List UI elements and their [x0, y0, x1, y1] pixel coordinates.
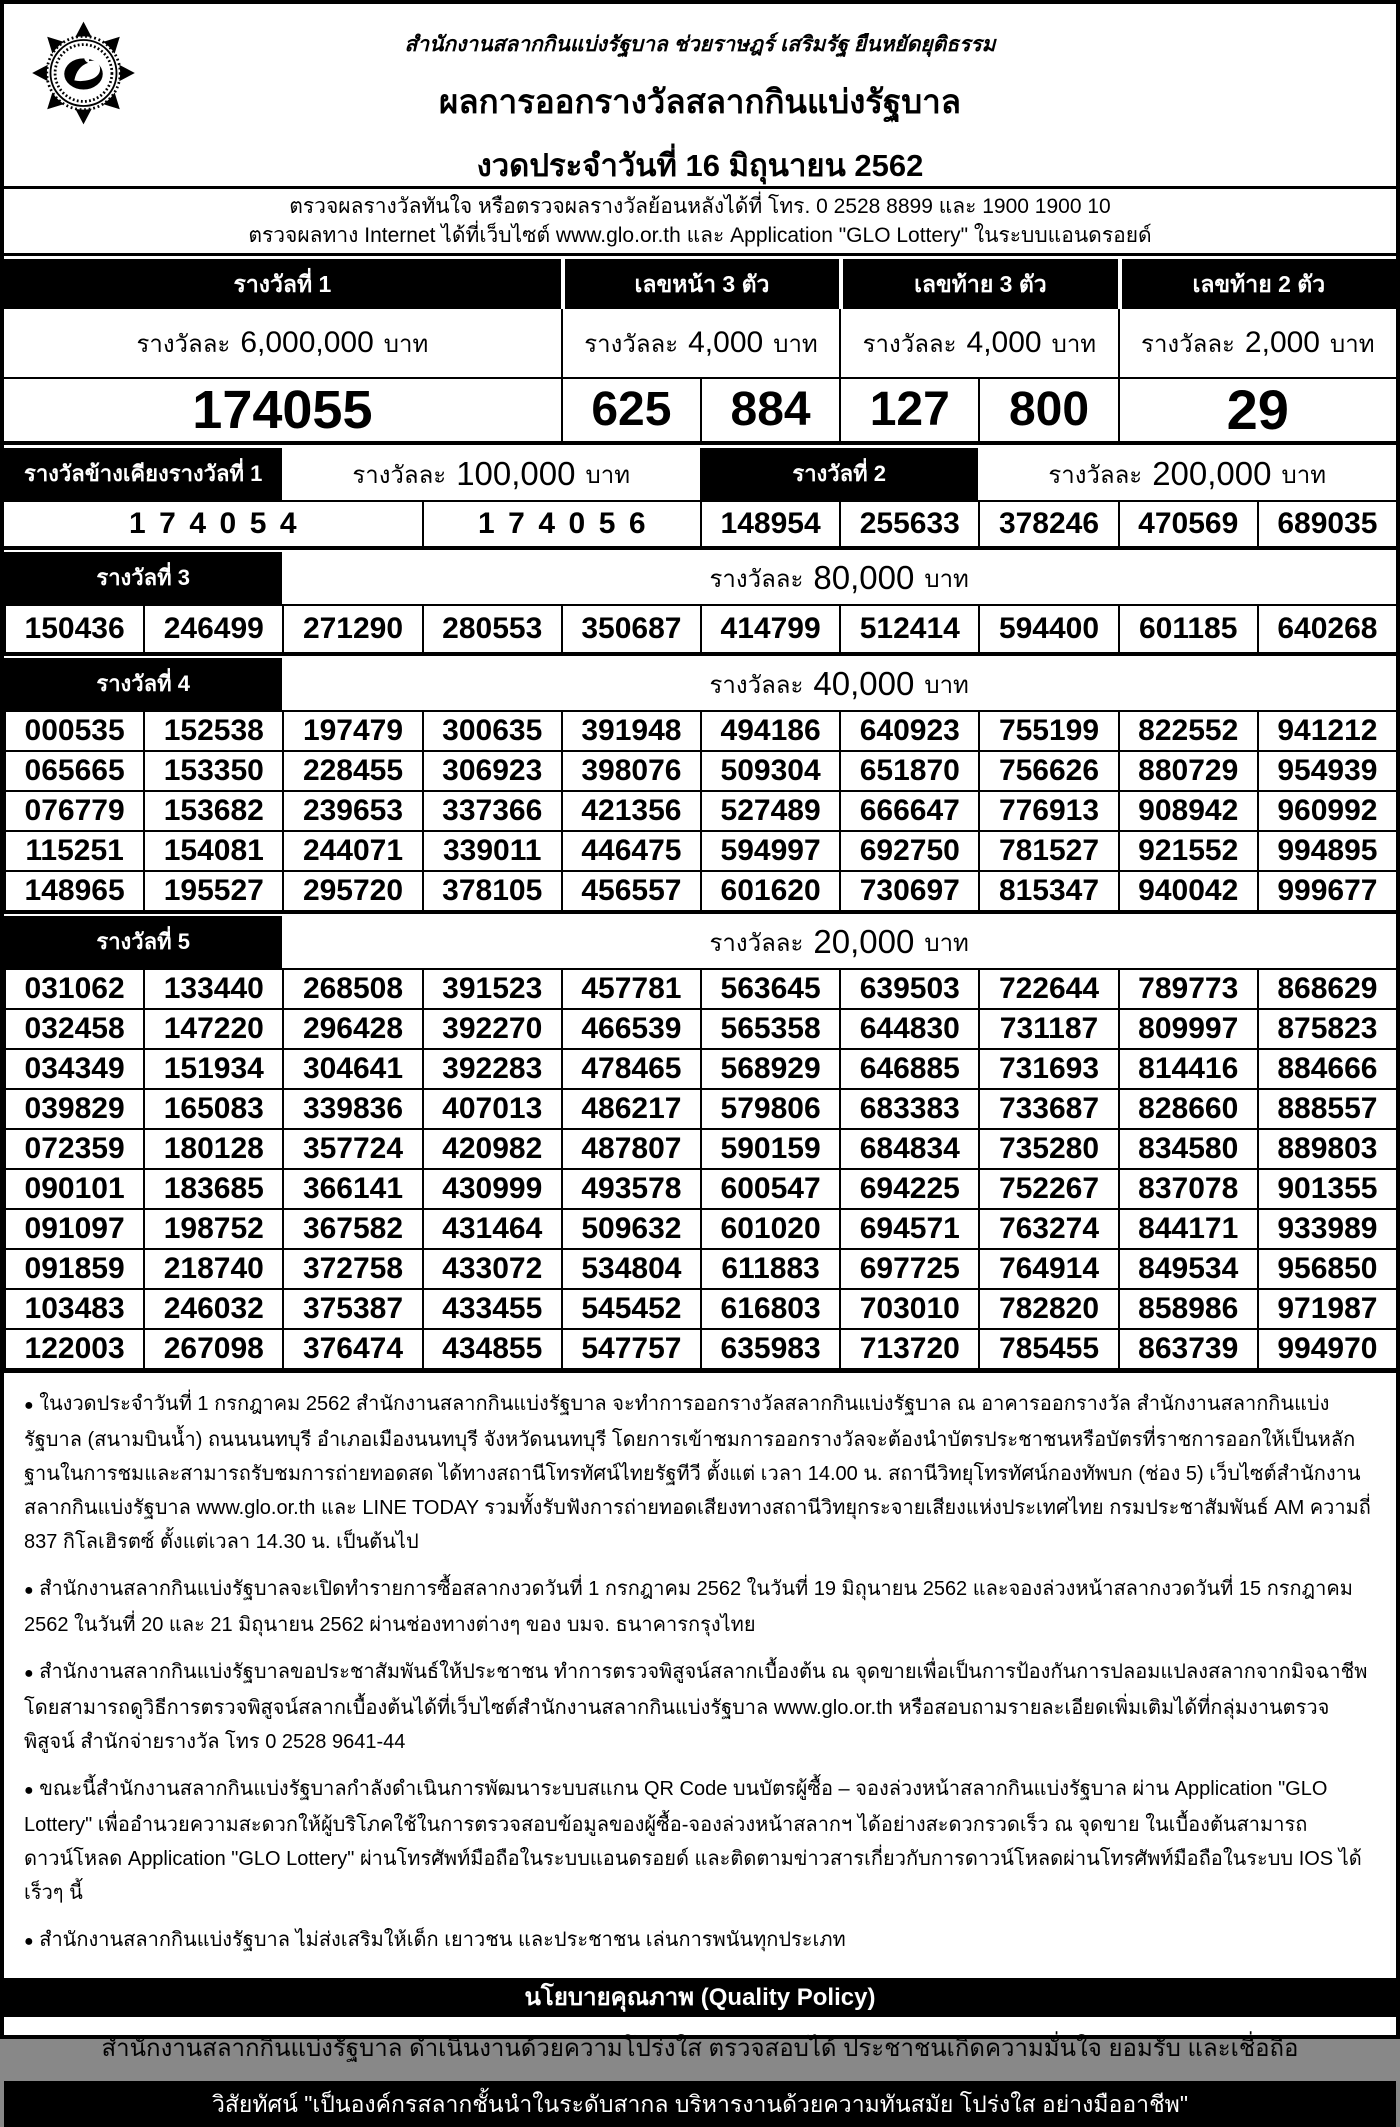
- fourth-prize-number: 152538: [143, 710, 282, 750]
- fourth-prize-number: 228455: [282, 750, 421, 790]
- note-text: สำนักงานสลากกินแบ่งรัฐบาลขอประชาสัมพันธ์ให้ประชาชน ทำการตรวจพิสูจน์สลากเบื้องต้น ณ จุดขายเพื่อเป็นการป้องกันการปลอมแปลงสลากจากมิจฉาชีพโดยสามารถดูวิธีการตรวจพิสูจน์สลากเบื้องต้นได้ที่เว็บไซต์สำนักงานสลากกินแบ่งรัฐบาล www.glo.or.th หรือสอบถามรายละเอียดเพิ่มเติมได้ที่กลุ่มงานตรวจพิสูจน์ สำนักจ่ายรางวัล โทร 0 2528 9641-44: [24, 1661, 1368, 1753]
- fifth-prize-number: 694571: [839, 1208, 978, 1248]
- fifth-prize-number: 147220: [143, 1008, 282, 1048]
- fifth-prize-number: 545452: [561, 1288, 700, 1328]
- bullet-icon: ●: [24, 1397, 34, 1414]
- third-prize-number: 150436: [4, 606, 143, 652]
- fourth-prize-number: 339011: [422, 830, 561, 870]
- fifth-prize-number: 430999: [422, 1168, 561, 1208]
- fifth-prize-number: 644830: [839, 1008, 978, 1048]
- third-prize-number: 280553: [422, 606, 561, 652]
- fourth-prize-number: 494186: [700, 710, 839, 750]
- adjacent-and-second-prize-section: [4, 441, 1396, 546]
- fourth-prize-number: 601620: [700, 870, 839, 910]
- fourth-prize-number: 880729: [1118, 750, 1257, 790]
- fifth-prize-number: 246032: [143, 1288, 282, 1328]
- fourth-prize-number: 153682: [143, 790, 282, 830]
- fourth-prize-number: 594997: [700, 830, 839, 870]
- contact-box: [4, 186, 1396, 256]
- glo-seal-logo: [26, 18, 141, 128]
- fifth-prize-number: 366141: [282, 1168, 421, 1208]
- last2-number: 29: [1118, 379, 1396, 441]
- fifth-prize-number: 782820: [978, 1288, 1117, 1328]
- fifth-prize-amount: รางวัลละ 20,000 บาท: [282, 916, 1396, 968]
- fifth-prize-number: 579806: [700, 1088, 839, 1128]
- quality-policy-text: สำนักงานสลากกินแบ่งรัฐบาล ดำเนินงานด้วยความโปร่งใส ตรวจสอบได้ ประชาชนเกิดความมั่นใจ ยอมรับ และเชื่อถือ: [101, 2035, 1299, 2062]
- draw-date: งวดประจำวันที่ 16 มิถุนายน 2562: [476, 148, 924, 183]
- fifth-prize-number: 722644: [978, 968, 1117, 1008]
- third-prize-number: 414799: [700, 606, 839, 652]
- last3-amount: รางวัลละ 4,000 บาท: [839, 309, 1117, 377]
- fifth-prize-number: 868629: [1257, 968, 1396, 1008]
- fifth-prize-number: 218740: [143, 1248, 282, 1288]
- last2-label: เลขท้าย 2 ตัว: [1118, 259, 1396, 309]
- fourth-prize-number: 378105: [422, 870, 561, 910]
- fourth-prize-number: 781527: [978, 830, 1117, 870]
- fifth-prize-number: 509632: [561, 1208, 700, 1248]
- fourth-prize-number: 076779: [4, 790, 143, 830]
- fifth-prize-number: 694225: [839, 1168, 978, 1208]
- fifth-prize-number: 032458: [4, 1008, 143, 1048]
- fifth-prize-number: 091097: [4, 1208, 143, 1248]
- fourth-prize-number: 337366: [422, 790, 561, 830]
- third-prize-number: 246499: [143, 606, 282, 652]
- note-text: ขณะนี้สำนักงานสลากกินแบ่งรัฐบาลกำลังดำเนินการพัฒนาระบบสแกน QR Code บนบัตรผู้ซื้อ – จองล่วงหน้าสลากกินแบ่งรัฐบาล ผ่าน Application "GLO Lottery" เพื่ออำนวยความสะดวกให้ผู้บริโภคใช้ในการตรวจสอบข้อมูลของผู้ซื้อ-จองล่วงหน้าสลากฯ ได้อย่างสะดวกรวดเร็ว ณ จุดขาย ในเบื้องต้นสามารถดาวน์โหลด Application "GLO Lottery" ผ่านโทรศัพท์มือถือในระบบแอนดรอยด์ และติดตามข่าวสารเกี่ยวกับการดาวน์โหลดผ่านโทรศัพท์มือถือในระบบ IOS ได้เร็วๆ นี้: [24, 1778, 1362, 1904]
- fourth-prize-number: 398076: [561, 750, 700, 790]
- last2-amount: รางวัลละ 2,000 บาท: [1118, 309, 1396, 377]
- fifth-prize-number: 103483: [4, 1288, 143, 1328]
- third-prize-number: 271290: [282, 606, 421, 652]
- fifth-prize-number: 357724: [282, 1128, 421, 1168]
- fifth-prize-number: 731693: [978, 1048, 1117, 1088]
- fifth-prize-number: 339836: [282, 1088, 421, 1128]
- fourth-prize-number: 640923: [839, 710, 978, 750]
- fifth-prize-number: 296428: [282, 1008, 421, 1048]
- third-prize-number: 640268: [1257, 606, 1396, 652]
- note-item: [24, 1923, 1376, 1959]
- fifth-prize-number: 547757: [561, 1328, 700, 1368]
- fifth-prize-number: 834580: [1118, 1128, 1257, 1168]
- fifth-prize-number: 735280: [978, 1128, 1117, 1168]
- fourth-prize-number: 148965: [4, 870, 143, 910]
- note-item: [24, 1655, 1376, 1759]
- org-motto: สำนักงานสลากกินแบ่งรัฐบาล ช่วยราษฎร์ เสริมรัฐ ยืนหยัดยุติธรรม: [404, 33, 996, 56]
- fourth-prize-number: 446475: [561, 830, 700, 870]
- front3-number: 884: [700, 379, 839, 441]
- fourth-prize-number: 456557: [561, 870, 700, 910]
- third-prize-label: รางวัลที่ 3: [4, 552, 282, 604]
- note-item: [24, 1772, 1376, 1910]
- fourth-prize-number: 940042: [1118, 870, 1257, 910]
- fourth-prize-number: 421356: [561, 790, 700, 830]
- contact-line-1: ตรวจผลรางวัลทันใจ หรือตรวจผลรางวัลย้อนหลังได้ที่ โทร. 0 2528 8899 และ 1900 1900 10: [289, 195, 1111, 218]
- fifth-prize-number: 828660: [1118, 1088, 1257, 1128]
- fifth-prize-number: 391523: [422, 968, 561, 1008]
- fifth-prize-number: 611883: [700, 1248, 839, 1288]
- fourth-prize-number: 954939: [1257, 750, 1396, 790]
- fourth-prize-number: 960992: [1257, 790, 1396, 830]
- fourth-prize-number: 822552: [1118, 710, 1257, 750]
- note-item: [24, 1387, 1376, 1559]
- contact-line-2: ตรวจผลทาง Internet ได้ที่เว็บไซต์ www.glo.or.th และ Application "GLO Lottery" ในระบบแอนดรอยด์: [248, 224, 1152, 247]
- fifth-prize-number: 600547: [700, 1168, 839, 1208]
- fifth-prize-number: 457781: [561, 968, 700, 1008]
- second-prize-number: 378246: [978, 502, 1117, 546]
- fifth-prize-number: 849534: [1118, 1248, 1257, 1288]
- fifth-prize-number: 183685: [143, 1168, 282, 1208]
- fifth-prize-number: 763274: [978, 1208, 1117, 1248]
- fifth-prize-number: 433072: [422, 1248, 561, 1288]
- fourth-prize-number: 195527: [143, 870, 282, 910]
- fourth-prize-number: 921552: [1118, 830, 1257, 870]
- fourth-prize-number: 391948: [561, 710, 700, 750]
- fourth-prize-number: 815347: [978, 870, 1117, 910]
- fourth-prize-number: 692750: [839, 830, 978, 870]
- fourth-prize-number: 527489: [700, 790, 839, 830]
- fifth-prize-number: 933989: [1257, 1208, 1396, 1248]
- fourth-prize-number: 197479: [282, 710, 421, 750]
- fourth-prize-number: 295720: [282, 870, 421, 910]
- adjacent-prize-number: 174054: [4, 502, 422, 546]
- notes-section: [4, 1368, 1396, 1978]
- fifth-prize-number: 478465: [561, 1048, 700, 1088]
- fifth-prize-number: 367582: [282, 1208, 421, 1248]
- fifth-prize-number: 568929: [700, 1048, 839, 1088]
- fifth-prize-number: 713720: [839, 1328, 978, 1368]
- fourth-prize-label: รางวัลที่ 4: [4, 658, 282, 710]
- fifth-prize-number: 889803: [1257, 1128, 1396, 1168]
- fifth-prize-number: 814416: [1118, 1048, 1257, 1088]
- fifth-prize-number: 151934: [143, 1048, 282, 1088]
- fifth-prize-number: 486217: [561, 1088, 700, 1128]
- top-prizes-section: [4, 256, 1396, 441]
- fifth-prize-number: 590159: [700, 1128, 839, 1168]
- fourth-prize-number: 065665: [4, 750, 143, 790]
- note-text: สำนักงานสลากกินแบ่งรัฐบาล ไม่ส่งเสริมให้เด็ก เยาวชน และประชาชน เล่นการพนันทุกประเภท: [39, 1929, 846, 1951]
- fifth-prize-number: 493578: [561, 1168, 700, 1208]
- fifth-prize-number: 731187: [978, 1008, 1117, 1048]
- fifth-prize-number: 487807: [561, 1128, 700, 1168]
- fifth-prize-number: 875823: [1257, 1008, 1396, 1048]
- first-prize-label: รางวัลที่ 1: [4, 259, 561, 309]
- fifth-prize-number: 837078: [1118, 1168, 1257, 1208]
- second-prize-label: รางวัลที่ 2: [700, 448, 978, 500]
- fifth-prize-number: 971987: [1257, 1288, 1396, 1328]
- fifth-prize-number: 733687: [978, 1088, 1117, 1128]
- fifth-prize-number: 122003: [4, 1328, 143, 1368]
- fourth-prize-number: 755199: [978, 710, 1117, 750]
- fourth-prize-number: 306923: [422, 750, 561, 790]
- fifth-prize-number: 684834: [839, 1128, 978, 1168]
- fifth-prize-number: 372758: [282, 1248, 421, 1288]
- note-item: [24, 1572, 1376, 1642]
- fifth-prize-number: 198752: [143, 1208, 282, 1248]
- fourth-prize-number: 244071: [282, 830, 421, 870]
- fifth-prize-number: 563645: [700, 968, 839, 1008]
- fourth-prize-number: 154081: [143, 830, 282, 870]
- bullet-icon: ●: [24, 1782, 34, 1799]
- fifth-prize-number: 994970: [1257, 1328, 1396, 1368]
- page-title: ผลการออกรางวัลสลากกินแบ่งรัฐบาล: [439, 83, 961, 120]
- fifth-prize-number: 703010: [839, 1288, 978, 1328]
- fifth-prize-number: 863739: [1118, 1328, 1257, 1368]
- fourth-prize-number: 239653: [282, 790, 421, 830]
- vision-bar: วิสัยทัศน์ "เป็นองค์กรสลากชั้นนำในระดับสากล บริหารงานด้วยความทันสมัย โปร่งใส อย่างมืออาชีพ": [4, 2081, 1396, 2127]
- last3-number: 800: [978, 379, 1117, 441]
- fourth-prize-number: 000535: [4, 710, 143, 750]
- fifth-prize-number: 639503: [839, 968, 978, 1008]
- fourth-prize-number: 666647: [839, 790, 978, 830]
- fifth-prize-number: 072359: [4, 1128, 143, 1168]
- fifth-prize-number: 375387: [282, 1288, 421, 1328]
- fifth-prize-number: 844171: [1118, 1208, 1257, 1248]
- fourth-prize-number: 300635: [422, 710, 561, 750]
- fifth-prize-number: 165083: [143, 1088, 282, 1128]
- fifth-prize-number: 858986: [1118, 1288, 1257, 1328]
- front3-amount: รางวัลละ 4,000 บาท: [561, 309, 839, 377]
- bullet-icon: ●: [24, 1665, 34, 1682]
- fifth-prize-number: 785455: [978, 1328, 1117, 1368]
- fifth-prize-number: 392283: [422, 1048, 561, 1088]
- fifth-prize-number: 683383: [839, 1088, 978, 1128]
- fifth-prize-number: 133440: [143, 968, 282, 1008]
- second-prize-number: 255633: [839, 502, 978, 546]
- last3-label: เลขท้าย 3 ตัว: [839, 259, 1117, 309]
- fifth-prize-number: 039829: [4, 1088, 143, 1128]
- fourth-prize-number: 999677: [1257, 870, 1396, 910]
- fifth-prize-number: 420982: [422, 1128, 561, 1168]
- adjacent-prize-number: 174056: [422, 502, 700, 546]
- fifth-prize-number: 268508: [282, 968, 421, 1008]
- front3-label: เลขหน้า 3 ตัว: [561, 259, 839, 309]
- fourth-prize-number: 651870: [839, 750, 978, 790]
- fifth-prize-number: 091859: [4, 1248, 143, 1288]
- fourth-prize-number: 756626: [978, 750, 1117, 790]
- fifth-prize-number: 764914: [978, 1248, 1117, 1288]
- last3-number: 127: [839, 379, 978, 441]
- fifth-prize-number: 616803: [700, 1288, 839, 1328]
- fifth-prize-number: 180128: [143, 1128, 282, 1168]
- fifth-prize-number: 433455: [422, 1288, 561, 1328]
- third-prize-number: 594400: [978, 606, 1117, 652]
- fourth-prize-amount: รางวัลละ 40,000 บาท: [282, 658, 1396, 710]
- first-prize-number: 174055: [4, 379, 561, 441]
- fifth-prize-section: [4, 910, 1396, 1368]
- fourth-prize-number: 994895: [1257, 830, 1396, 870]
- front3-number: 625: [561, 379, 700, 441]
- third-prize-amount: รางวัลละ 80,000 บาท: [282, 552, 1396, 604]
- fifth-prize-label: รางวัลที่ 5: [4, 916, 282, 968]
- fifth-prize-number: 407013: [422, 1088, 561, 1128]
- fifth-prize-number: 434855: [422, 1328, 561, 1368]
- fifth-prize-number: 031062: [4, 968, 143, 1008]
- bullet-icon: ●: [24, 1582, 34, 1599]
- fifth-prize-number: 752267: [978, 1168, 1117, 1208]
- fifth-prize-number: 884666: [1257, 1048, 1396, 1088]
- fourth-prize-number: 730697: [839, 870, 978, 910]
- second-prize-number: 470569: [1118, 502, 1257, 546]
- fifth-prize-number: 646885: [839, 1048, 978, 1088]
- fifth-prize-number: 431464: [422, 1208, 561, 1248]
- adjacent-prize-amount: รางวัลละ 100,000 บาท: [282, 448, 700, 500]
- fifth-prize-number: 304641: [282, 1048, 421, 1088]
- fifth-prize-number: 034349: [4, 1048, 143, 1088]
- fourth-prize-number: 153350: [143, 750, 282, 790]
- fifth-prize-number: 466539: [561, 1008, 700, 1048]
- third-prize-number: 512414: [839, 606, 978, 652]
- fifth-prize-number: 697725: [839, 1248, 978, 1288]
- fourth-prize-number: 115251: [4, 830, 143, 870]
- fifth-prize-number: 601020: [700, 1208, 839, 1248]
- adjacent-prize-label: รางวัลข้างเคียงรางวัลที่ 1: [4, 448, 282, 500]
- third-prize-number: 601185: [1118, 606, 1257, 652]
- document-header: [4, 4, 1396, 186]
- fifth-prize-number: 901355: [1257, 1168, 1396, 1208]
- quality-policy-bar: นโยบายคุณภาพ (Quality Policy): [4, 1978, 1396, 2017]
- fourth-prize-number: 908942: [1118, 790, 1257, 830]
- fifth-prize-number: 565358: [700, 1008, 839, 1048]
- third-prize-number: 350687: [561, 606, 700, 652]
- fourth-prize-section: [4, 652, 1396, 910]
- fifth-prize-number: 534804: [561, 1248, 700, 1288]
- fifth-prize-number: 376474: [282, 1328, 421, 1368]
- first-prize-amount: รางวัลละ 6,000,000 บาท: [4, 309, 561, 377]
- fifth-prize-number: 090101: [4, 1168, 143, 1208]
- second-prize-number: 148954: [700, 502, 839, 546]
- fifth-prize-number: 888557: [1257, 1088, 1396, 1128]
- fifth-prize-number: 789773: [1118, 968, 1257, 1008]
- note-text: ในงวดประจำวันที่ 1 กรกฎาคม 2562 สำนักงานสลากกินแบ่งรัฐบาล จะทำการออกรางวัลสลากกินแบ่งรัฐบาล ณ อาคารออกรางวัล สำนักงานสลากกินแบ่งรัฐบาล (สนามบินน้ำ) ถนนนนทบุรี อำเภอเมืองนนทบุรี จังหวัดนนทบุรี โดยการเข้าชมการออกรางวัลจะต้องนำบัตรประชาชนหรือบัตรที่ราชการออกให้เป็นหลักฐานในการชมและสามารถรับชมการถ่ายทอดสด ได้ทางสถานีโทรทัศน์ไทยรัฐทีวี ตั้งแต่ เวลา 14.00 น. สถานีวิทยุโทรทัศน์กองทัพบก (ช่อง 5) เว็บไซต์สำนักงานสลากกินแบ่งรัฐบาล www.glo.or.th และ LINE TODAY รวมทั้งรับฟังการถ่ายทอดเสียงทางสถานีวิทยุกระจายเสียงแห่งประเทศไทย กรมประชาสัมพันธ์ AM ความถี่ 837 กิโลเฮิรตซ์ ตั้งแต่เวลา 14.30 น. เป็นต้นไป: [24, 1393, 1371, 1553]
- fourth-prize-number: 509304: [700, 750, 839, 790]
- fourth-prize-number: 941212: [1257, 710, 1396, 750]
- fifth-prize-number: 956850: [1257, 1248, 1396, 1288]
- fifth-prize-number: 635983: [700, 1328, 839, 1368]
- note-text: สำนักงานสลากกินแบ่งรัฐบาลจะเปิดทำรายการซื้อสลากงวดวันที่ 1 กรกฎาคม 2562 ในวันที่ 19 มิถุนายน 2562 และจองล่วงหน้าสลากงวดวันที่ 15 กรกฎาคม 2562 ในวันที่ 20 และ 21 มิถุนายน 2562 ผ่านช่องทางต่างๆ ของ บมจ. ธนาคารกรุงไทย: [24, 1578, 1353, 1636]
- fifth-prize-number: 809997: [1118, 1008, 1257, 1048]
- fifth-prize-number: 392270: [422, 1008, 561, 1048]
- second-prize-number: 689035: [1257, 502, 1396, 546]
- fourth-prize-number: 776913: [978, 790, 1117, 830]
- bullet-icon: ●: [24, 1933, 34, 1950]
- fifth-prize-number: 267098: [143, 1328, 282, 1368]
- third-prize-section: [4, 546, 1396, 652]
- second-prize-amount: รางวัลละ 200,000 บาท: [978, 448, 1396, 500]
